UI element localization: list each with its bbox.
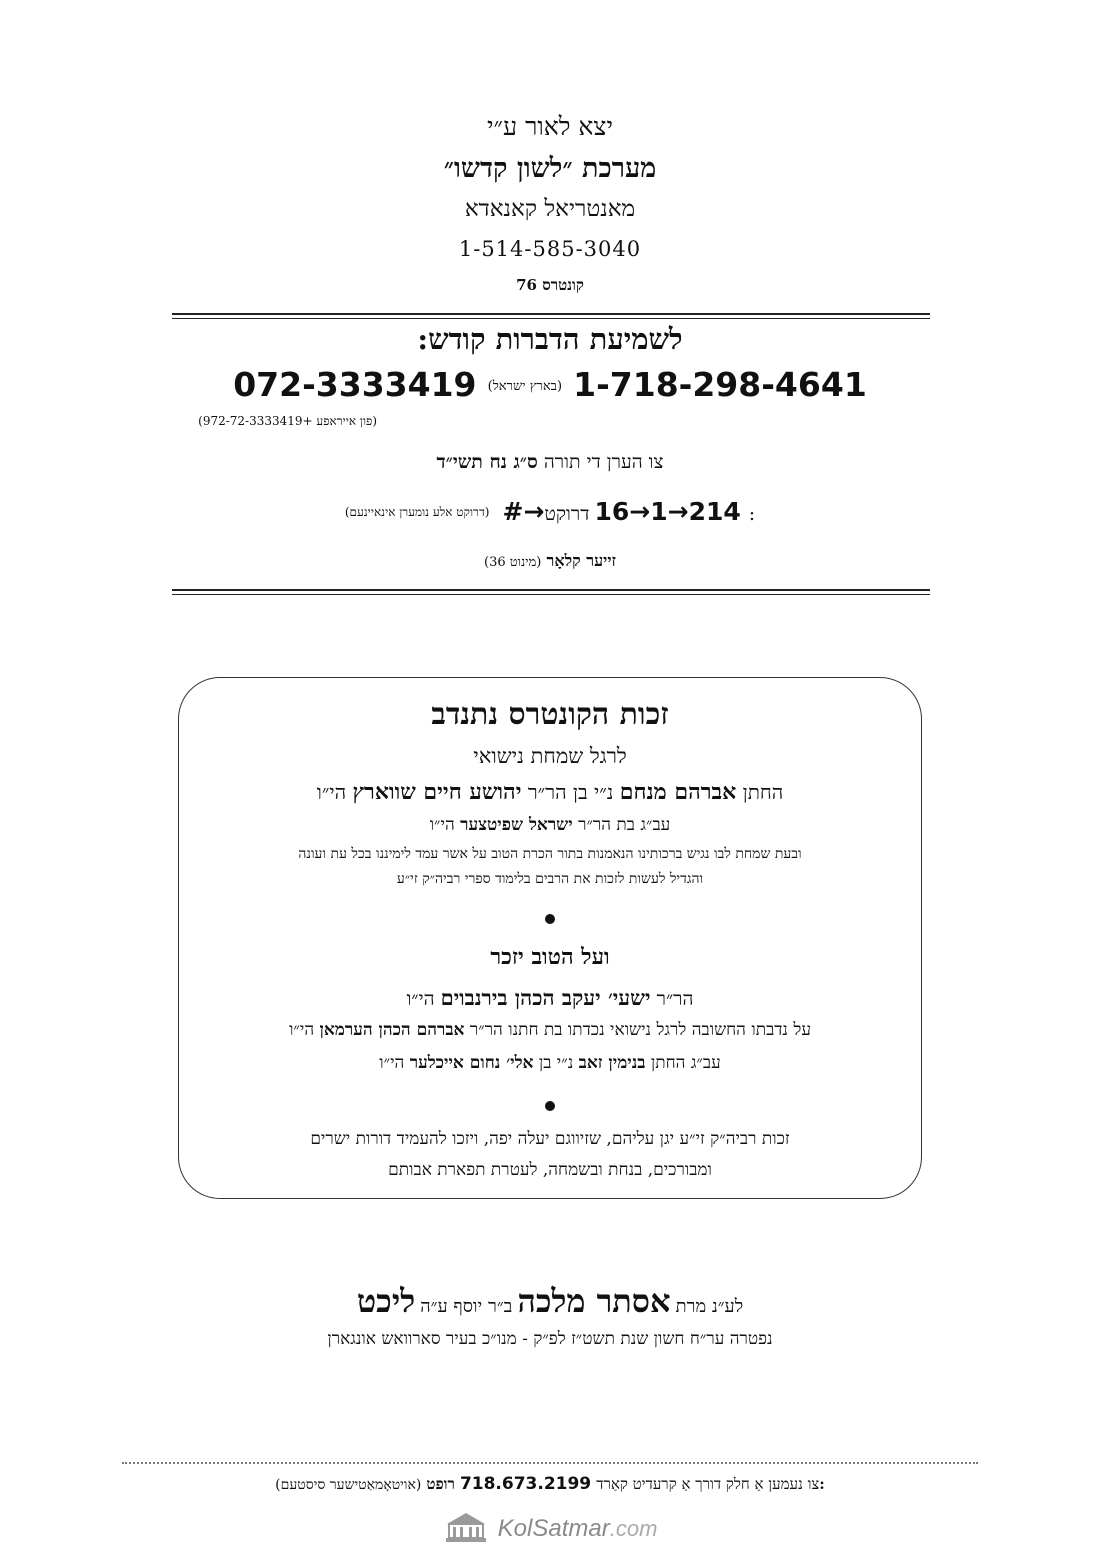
memorial-line <box>0 1282 1100 1320</box>
donation-text: צו נעמען אַ חלק דורך אַ קרעדיט קאַרד <box>596 1475 820 1493</box>
publisher-phone: 1-514-585-3040 <box>458 237 642 261</box>
publisher-location: מאנטריאל קאנאדא <box>464 196 636 222</box>
bullet-icon <box>545 1101 555 1111</box>
couple-relation: נ״י בן <box>538 1053 574 1073</box>
groom-relation: נ״י בן הר״ר <box>527 780 614 804</box>
section2-title: ועל הטוב יזכר <box>490 944 610 970</box>
donation-phone: 718.673.2199 <box>459 1474 592 1494</box>
memorial-surname: ליכט <box>356 1282 416 1320</box>
bride-prefix: עב״ג בת הר״ר <box>578 815 671 835</box>
groom-prefix: החתן <box>742 780 784 804</box>
listen-title: לשמיעת הדברות קודש: <box>417 322 683 356</box>
couple-line <box>0 1053 1100 1073</box>
publisher-label: יצא לאור ע״י <box>486 112 614 141</box>
dial-label: דרוקט: <box>544 503 756 525</box>
groom-line <box>0 779 1100 805</box>
dial-row <box>0 497 1100 526</box>
closing-line-2: ומבורכים, בנחת ובשמחה, לעטרת תפארת אבותם <box>388 1160 712 1180</box>
bullet-separator-2 <box>0 1096 1100 1115</box>
groom-suffix: הי״ו <box>316 780 347 804</box>
bride-suffix: הי״ו <box>429 815 455 835</box>
couple-prefix: עב״ג החתן <box>650 1053 721 1073</box>
building-icon <box>443 1510 489 1548</box>
us-phone-number: 072-3333419 <box>233 365 477 404</box>
audio-quality: זייער קלאָר <box>546 551 616 570</box>
phone-numbers-row <box>0 365 1100 404</box>
donation-line <box>0 1474 1100 1494</box>
donor-name: ישעי׳ יעקב הכהן בירנבוים <box>440 985 651 1010</box>
donation-label: רופט: <box>426 1475 825 1493</box>
groom-name: אברהם מנחם <box>619 779 737 805</box>
torah-code-row <box>0 451 1100 474</box>
bullet-icon <box>545 914 555 924</box>
donor-detail-text: על נדבתו החשובה לרגל נישואי נכדתו בת חתנו הר״ר <box>469 1020 811 1040</box>
logo-suffix: .com <box>609 1516 658 1541</box>
divider-bottom <box>172 589 930 591</box>
bullet-separator-1 <box>0 909 1100 928</box>
divider-top-thin <box>172 318 930 319</box>
europe-note: (פון אייראפע +972-72-3333419) <box>198 414 377 428</box>
memorial-father: ב״ר יוסף ע״ה <box>420 1296 513 1317</box>
bride-line <box>0 815 1100 835</box>
groom-father: יהושע חיים שווארץ <box>352 779 522 805</box>
israel-phone-number: 1-718-298-4641 <box>573 365 867 404</box>
donor-prefix: הר״ר <box>656 988 694 1010</box>
donor-son-in-law: אברהם הכהן הערמאן <box>319 1020 465 1040</box>
bride-father: ישראל שפיטצער <box>460 815 573 835</box>
couple-suffix: הי״ו <box>379 1053 405 1073</box>
donor-detail-suffix: הי״ו <box>289 1020 315 1040</box>
donation-note: (אויטאָמאַטישער סיסטעם) <box>275 1477 422 1493</box>
dial-note: (דרוקט אלע נומערן אינאיינעם) <box>344 505 490 519</box>
site-logo <box>0 1510 1100 1548</box>
couple-groom: בנימין זאב <box>578 1053 646 1073</box>
duration-row <box>0 551 1100 571</box>
couple-father: אלי׳ נחום אייכלער <box>409 1053 534 1073</box>
dial-sequence: #→214→1→16 <box>502 497 741 526</box>
divider-top <box>172 313 930 315</box>
donor-suffix: הי״ו <box>406 988 435 1010</box>
blessing-line-1: ובעת שמחת לבו נגיש ברכותינו הנאמנות בתור הכרת הטוב על אשר עמד לימיננו בכל עת ועונה <box>298 846 802 862</box>
blessing-line-2: והגדיל לעשות לזכות את הרבים בלימוד ספרי רביה״ק זי״ע <box>396 871 704 887</box>
torah-code: ס״ג נח תשי״ד <box>436 451 538 473</box>
logo-text: KolSatmar <box>497 1515 610 1542</box>
israel-note: (בארץ ישראל) <box>487 379 563 394</box>
publisher-line <box>0 112 1100 142</box>
donor-detail-line <box>0 1020 1100 1040</box>
duration-note: (36 מינוט) <box>484 555 542 570</box>
footer-divider <box>122 1462 978 1464</box>
memorial-prefix: לע״נ מרת <box>675 1296 744 1317</box>
closing-line-1: זכות רביה״ק זי״ע יגן עליהם, שזיווגם יעלה יפה, ויזכו להעמיד דורות ישרים <box>310 1129 790 1149</box>
donor-line <box>0 985 1100 1011</box>
publisher-name: מערכת ״לשון קדשו״ <box>443 153 657 184</box>
kuntres-number: קונטרס 76 <box>516 276 584 294</box>
torah-code-label: צו הערן די תורה <box>543 451 664 473</box>
memorial-name: אסתר מלכה <box>517 1282 671 1320</box>
dedication-occasion: לרגל שמחת נישואי <box>473 744 627 768</box>
divider-bottom-thin <box>172 594 930 595</box>
memorial-details: נפטרה ער״ח חשון שנת תשט״ז לפ״ק - מנו״כ בעיר סארוואש אונגארן <box>327 1329 773 1349</box>
dedication-title: זכות הקונטרס נתנדב <box>431 697 669 732</box>
